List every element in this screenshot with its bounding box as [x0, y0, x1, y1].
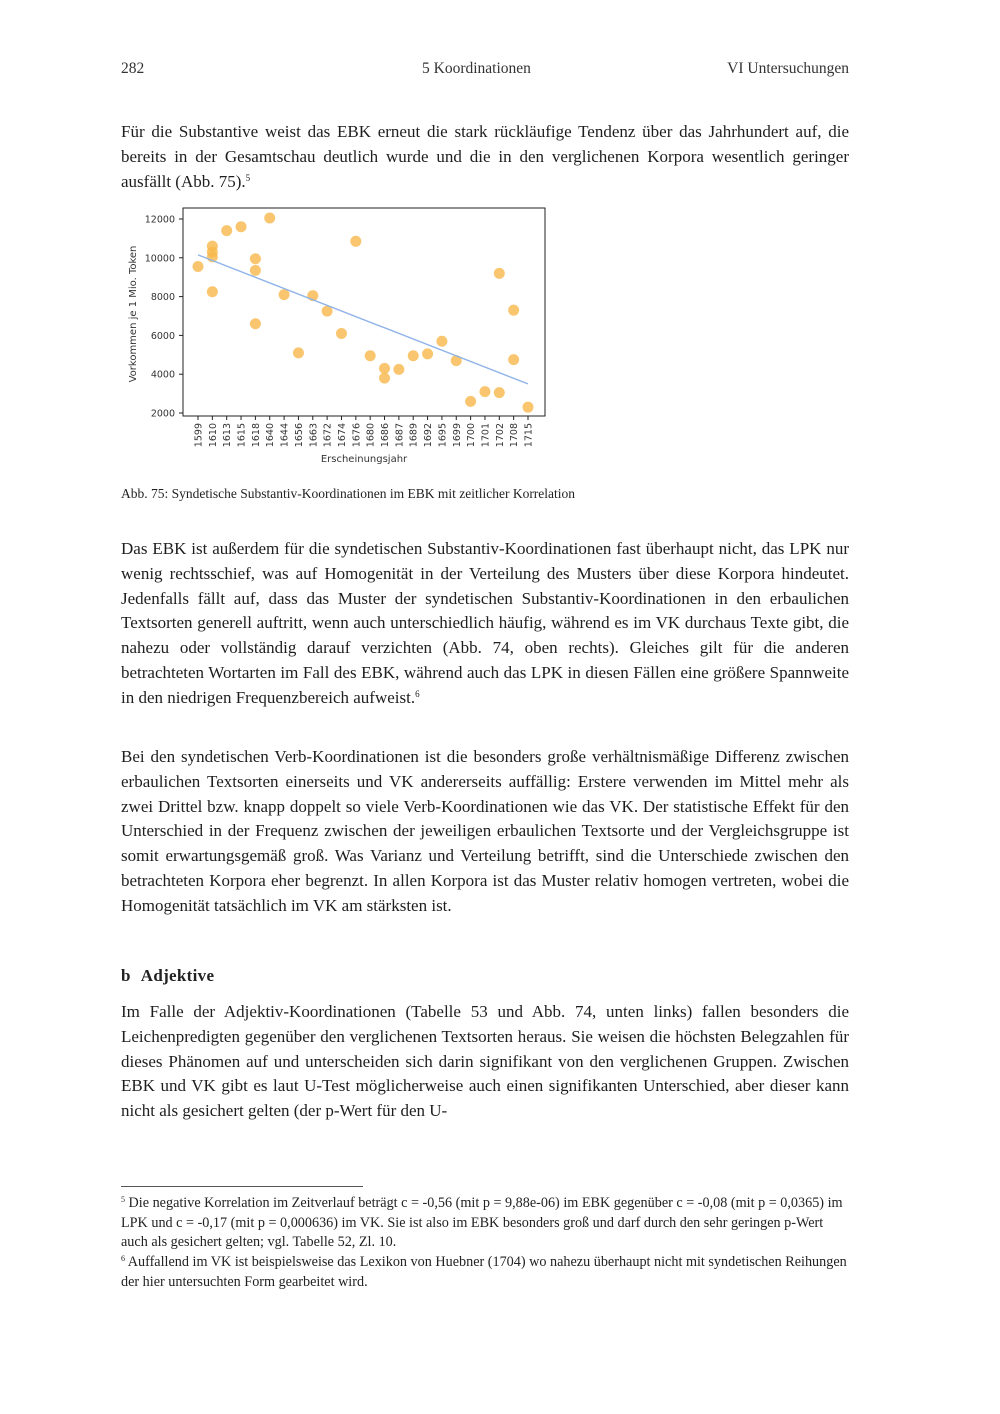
footnote-text: Die negative Korrelation im Zeitverlauf beträgt c = -0,56 (mit p = 9,88e-06) im EBK gegenüber c = -0,08 (mit p = 0,0365) im LPK und c = -0,17 (mit p = 0,000636) im VK. Sie ist also im EBK besonders groß und darf durch den sehr geringen p-Wert auch als gesichert gelten; vgl. Tabelle 52, Zl. 10. [121, 1195, 843, 1251]
x-tick-label: 1692 [423, 423, 435, 448]
y-tick-label: 4000 [150, 369, 175, 381]
x-tick-label: 1640 [265, 423, 277, 448]
data-point [494, 387, 505, 398]
x-axis-label: Erscheinungsjahr [320, 454, 408, 465]
data-point [336, 328, 347, 339]
section-title: Adjektive [140, 966, 215, 985]
x-tick-label: 1674 [336, 423, 348, 448]
x-tick-label: 1708 [509, 423, 521, 448]
data-point [236, 221, 247, 232]
data-point [365, 350, 376, 361]
footnote-number: 6 [121, 1254, 125, 1263]
data-point [479, 386, 490, 397]
x-axis [194, 416, 535, 447]
x-tick-label: 1701 [480, 423, 492, 448]
data-point [523, 402, 534, 413]
footnote-5 [121, 1194, 849, 1253]
data-point [508, 305, 519, 316]
x-tick-label: 1644 [279, 423, 291, 448]
trend-line [198, 255, 528, 384]
x-tick-label: 1687 [394, 423, 406, 448]
x-tick-label: 1686 [380, 423, 392, 448]
x-tick-label: 1610 [207, 423, 219, 448]
data-point [422, 348, 433, 359]
x-tick-label: 1715 [523, 423, 535, 448]
data-point [393, 364, 404, 375]
data-point [264, 213, 275, 224]
x-tick-label: 1689 [408, 423, 420, 448]
footnote-ref-6[interactable]: 6 [415, 688, 420, 699]
data-point [436, 336, 447, 347]
data-point [494, 268, 505, 279]
paragraph-1 [121, 537, 849, 711]
x-tick-label: 1676 [351, 423, 363, 448]
data-point [279, 289, 290, 300]
data-point [221, 225, 232, 236]
paragraph-text: Für die Substantive weist das EBK erneut die stark rückläufige Tendenz über das Jahrhundert auf, die bereits in der Gesamtschau deutlich wurde und die in den verglichenen Korpora wesentlich geringer ausfällt (Abb. 75). [121, 122, 849, 191]
footnote-6 [121, 1253, 849, 1292]
data-point [250, 265, 261, 276]
scatter-chart [120, 200, 560, 470]
footnote-text: Auffallend im VK ist beispielsweise das Lexikon von Huebner (1704) wo nahezu überhaupt nicht mit syndetischen Reihungen der hier untersuchten Form gearbeitet wird. [121, 1254, 847, 1290]
x-tick-label: 1702 [494, 423, 506, 448]
data-point [350, 236, 361, 247]
y-tick-label: 6000 [150, 330, 175, 342]
x-tick-label: 1695 [437, 423, 449, 448]
data-point [293, 347, 304, 358]
page-number: 282 [121, 60, 145, 77]
y-tick-label: 10000 [144, 253, 175, 265]
footnote-ref-5[interactable]: 5 [245, 172, 251, 183]
paragraph-2: Bei den syndetischen Verb-Koordinationen ist die besonders große verhältnismäßige Differenz zwischen erbaulichen Textsorten einerseits und VK andererseits auffällig: Erstere verwenden im Mittel mehr als zwei Drittel bzw. knapp doppelt so viele Verb-Koordinationen wie das VK. Der statistische Effekt für den Unterschied in der Frequenz zwischen der jeweiligen erbaulichen Textsorte und der Vergleichsgruppe ist somit erwartungsgemäß groß. Was Varianz und Verteilung betrifft, sind die Unterschiede zwischen den betrachteten Korpora eher begrenzt. In allen Korpora ist das Muster relativ homogen vertreten, wobei die Homogenität tatsächlich im VK am stärksten ist. [121, 747, 849, 915]
x-tick-label: 1699 [451, 423, 463, 448]
intro-paragraph [121, 120, 849, 194]
data-point [508, 354, 519, 365]
running-header-chapter: 5 Koordinationen [422, 60, 531, 77]
data-point [379, 373, 390, 384]
x-tick-label: 1656 [293, 423, 305, 448]
x-tick-label: 1663 [308, 423, 320, 448]
plot-frame [183, 208, 545, 416]
x-tick-label: 1599 [193, 423, 205, 448]
data-points [193, 213, 534, 413]
section-paragraph: Im Falle der Adjektiv-Koordinationen (Tabelle 53 und Abb. 74, unten links) fallen besonders die Leichenpredigten gegenüber den verglichenen Textsorten heraus. Sie weisen die höchsten Belegzahlen für dieses Phänomen auf und unterscheiden sich darin signifikant von den verglichenen Gruppen. Zwischen EBK und VK gibt es laut U-Test möglicherweise auch einen signifikanten Unterschied, aber dieser kann nicht als gesichert gelten (der p-Wert für den U- [121, 1002, 849, 1121]
x-tick-label: 1672 [322, 423, 334, 448]
data-point [207, 286, 218, 297]
y-axis-label: Vorkommen je 1 Mio. Token [128, 245, 139, 383]
data-point [250, 253, 261, 264]
x-tick-label: 1613 [222, 423, 234, 448]
section-letter: b [121, 966, 131, 985]
y-tick-label: 12000 [144, 214, 175, 226]
data-point [379, 363, 390, 374]
footnote-number: 5 [121, 1195, 125, 1204]
y-axis [145, 215, 183, 420]
section-heading [121, 966, 214, 986]
paragraph-text: Das EBK ist außerdem für die syndetischen Substantiv-Koordinationen fast überhaupt nicht, das LPK nur wenig rechtsschief, was auf Homogenität in der Verteilung des Musters über diese Korpora hindeutet. Jedenfalls fällt auf, dass das Muster der syndetischen Substantiv-Koordinationen in den erbaulichen Textsorten generell auftritt, wenn auch unterschiedlich häufig, während es im VK durchaus Texte gibt, die nahezu oder vollständig darauf verzichten (Abb. 74, oben rechts). Gleiches gilt für die anderen betrachteten Wortarten im Fall des EBK, während auch das LPK in diesen Fällen eine größere Spannweite in den niedrigen Frequenzbereich aufweist. [121, 539, 849, 707]
y-tick-label: 2000 [150, 408, 175, 420]
x-tick-label: 1615 [236, 423, 248, 448]
figure-caption: Abb. 75: Syndetische Substantiv-Koordinationen im EBK mit zeitlicher Korrelation [121, 486, 576, 501]
x-tick-label: 1680 [365, 423, 377, 448]
x-tick-label: 1700 [466, 423, 478, 448]
data-point [250, 318, 261, 329]
y-tick-label: 8000 [150, 292, 175, 304]
x-tick-label: 1618 [250, 423, 262, 448]
data-point [193, 261, 204, 272]
running-header-part: VI Untersuchungen [727, 60, 849, 77]
data-point [408, 350, 419, 361]
footnote-divider [121, 1186, 363, 1187]
data-point [465, 396, 476, 407]
